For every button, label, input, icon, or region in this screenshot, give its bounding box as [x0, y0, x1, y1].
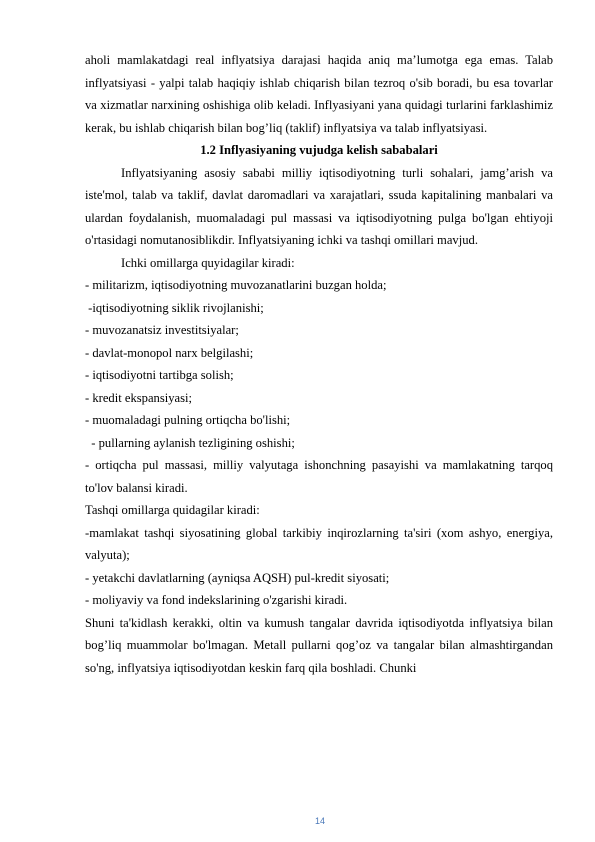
list-item: - pullarning aylanish tezligining oshishi; — [85, 435, 295, 450]
page-number: 14 — [314, 816, 325, 826]
list-item: - iqtisodiyotni tartibga solish; — [85, 368, 234, 382]
page-body — [85, 49, 553, 679]
list-item: - militarizm, iqtisodiyotning muvozanatlarini buzgan holda; — [85, 278, 387, 292]
intro-paragraph: aholi mamlakatdagi real inflyatsiya darajasi haqida aniq ma’lumotga ega emas. Talab inflyatsiyasi - yalpi talab haqiqiy ishlab chiqarish bilan tezroq o'sib boradi, bu esa tovarlar va xizmatlar narxining oshishiga olib keladi. Inflyasiyani yana quidagi turlarini farklashimiz kerak, bu ishlab chiqarish bilan bog’liq (taklif) inflyatsiya va talab inflyatsiyasi. — [85, 53, 553, 135]
list-item: - muvozanatsiz investitsiyalar; — [85, 323, 239, 337]
list-item: - yetakchi davlatlarning (ayniqsa AQSH) pul-kredit siyosati; — [85, 570, 390, 585]
list-item: - davlat-monopol narx belgilashi; — [85, 345, 254, 360]
list-item: - kredit ekspansiyasi; — [85, 390, 193, 405]
list-item: -iqtisodiyotning siklik rivojlanishi; — [85, 300, 264, 315]
internal-factors-intro: Ichki omillarga quyidagilar kiradi: — [121, 255, 295, 270]
causes-paragraph: Inflyatsiyaning asosiy sababi milliy iqtisodiyotning turli sohalari, jamg’arish va iste'mol, talab va taklif, davlat daromadlari va xarajatlari, ssuda kapitalining manbalari va ulardan foydalanish, muomaladagi pul massasi va iqtisodiyotning pulga bo'lgan ehtiyoji o'rtasidagi nomutanosiblikdir. Inflyatsiyaning ichki va tashqi omillari mavjud. — [85, 165, 553, 247]
section-heading: 1.2 Inflyasiyaning vujudga kelish sababalari — [200, 143, 438, 157]
list-item: - muomaladagi pulning ortiqcha bo'lishi; — [85, 413, 291, 427]
list-item: - ortiqcha pul massasi, milliy valyutaga ishonchning pasayishi va mamlakatning tarqoq to'lov balansi kiradi. — [85, 458, 553, 495]
list-item: - moliyaviy va fond indekslarining o'zgarishi kiradi. — [85, 593, 348, 607]
external-factors-intro: Tashqi omillarga quidagilar kiradi: — [85, 503, 260, 517]
list-item: -mamlakat tashqi siyosatining global tarkibiy inqirozlarning ta'siri (xom ashyo, energiya, valyuta); — [85, 525, 553, 562]
closing-paragraph: Shuni ta'kidlash kerakki, oltin va kumush tangalar davrida iqtisodiyotda inflyatsiya bilan bog’liq muammolar bo'lmagan. Metall pullarni qog’oz va tangalar bilan almashtirgandan so'ng, inflyatsiya iqtisodiyotdan keskin farq qila boshladi. Chunki — [85, 615, 553, 675]
